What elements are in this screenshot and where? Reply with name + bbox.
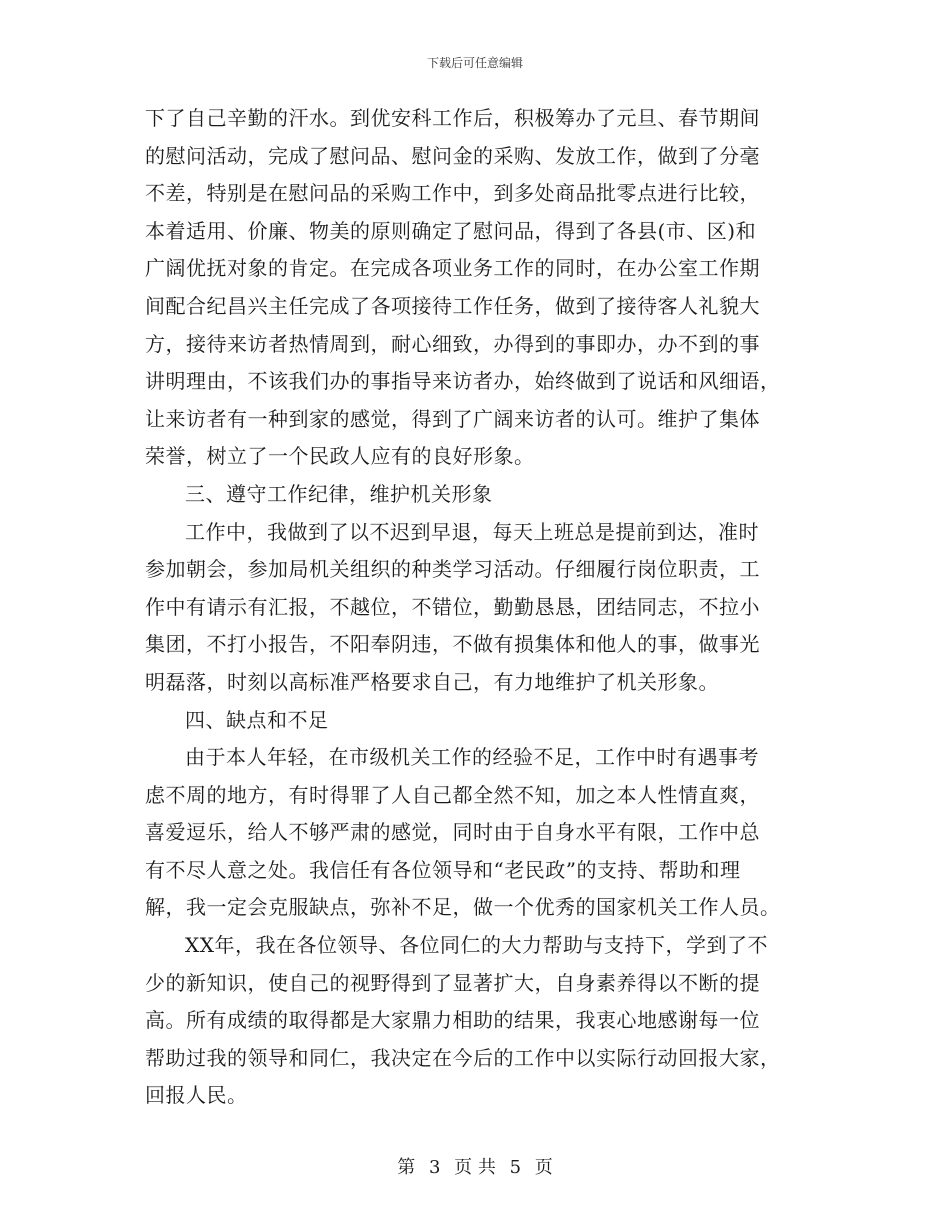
section-heading: 三、遵守工作纪律，维护机关形象: [185, 481, 493, 506]
body-line: 帮助过我的领导和同仁，我决定在今后的工作中以实际行动回报大家，: [145, 1045, 781, 1070]
body-line: 下了自己辛勤的汗水。到优安科工作后，积极筹办了元旦、春节期间: [145, 106, 760, 130]
body-line: 解，我一定会克服缺点，弥补不足，做一个优秀的国家机关工作人员。: [145, 895, 781, 920]
body-line: 工作中，我做到了以不迟到早退，每天上班总是提前到达，准时: [185, 519, 759, 544]
body-line: 作中有请示有汇报，不越位，不错位，勤勤恳恳，团结同志，不拉小: [145, 594, 760, 619]
body-line: 广阔优抚对象的肯定。在完成各项业务工作的同时，在办公室工作期: [145, 256, 760, 281]
footer-suffix: 页: [534, 1157, 553, 1178]
body-line: 少的新知识，使自己的视野得到了显著扩大，自身素养得以不断的提: [145, 970, 760, 995]
total-pages-number: 5: [509, 1157, 522, 1178]
body-line: 回报人民。: [145, 1083, 248, 1108]
body-line: 本着适用、价廉、物美的原则确定了慰问品，得到了各县(市、区)和: [145, 218, 757, 243]
body-line: 由于本人年轻，在市级机关工作的经验不足，工作中时有遇事考: [185, 745, 759, 770]
body-line: 高。所有成绩的取得都是大家鼎力相助的结果，我衷心地感谢每一位: [145, 1008, 760, 1033]
page-header: 下载后可任意编辑: [426, 56, 523, 70]
body-line: 的慰问活动，完成了慰问品、慰问金的采购、发放工作，做到了分毫: [145, 143, 760, 168]
current-page-number: 3: [428, 1157, 441, 1178]
body-line: 虑不周的地方，有时得罪了人自己都全然不知，加之本人性情直爽，: [145, 782, 760, 807]
body-line: 讲明理由，不该我们办的事指导来访者办，始终做到了说话和风细语，: [145, 369, 781, 394]
body-line: 有不尽人意之处。我信任有各位领导和“老民政”的支持、帮助和理: [145, 857, 741, 882]
body-line: 方，接待来访者热情周到，耐心细致，办得到的事即办，办不到的事: [145, 331, 760, 356]
body-line: 参加朝会，参加局机关组织的种类学习活动。仔细履行岗位职责，工: [145, 557, 760, 582]
body-line: 集团，不打小报告，不阳奉阴违，不做有损集体和他人的事，做事光: [145, 632, 760, 657]
body-line: 间配合纪昌兴主任完成了各项接待工作任务，做到了接待客人礼貌大: [145, 293, 760, 318]
page-footer: [0, 1153, 950, 1179]
document-body: [145, 100, 805, 1115]
body-line: XX年，我在各位领导、各位同仁的大力帮助与支持下，学到了不: [185, 933, 768, 958]
body-line: 不差，特别是在慰问品的采购工作中，到多处商品批零点进行比较，: [145, 181, 760, 206]
section-heading: 四、缺点和不足: [185, 707, 329, 732]
body-line: 明磊落，时刻以高标准严格要求自己，有力地维护了机关形象。: [145, 669, 719, 694]
body-line: 喜爱逗乐，给人不够严肃的感觉，同时由于自身水平有限，工作中总: [145, 820, 760, 845]
footer-prefix: 第: [397, 1157, 416, 1178]
body-line: 荣誉，树立了一个民政人应有的良好形象。: [145, 444, 535, 469]
footer-middle: 页 共: [454, 1157, 496, 1178]
body-line: 让来访者有一种到家的感觉，得到了广阔来访者的认可。维护了集体: [145, 406, 760, 431]
